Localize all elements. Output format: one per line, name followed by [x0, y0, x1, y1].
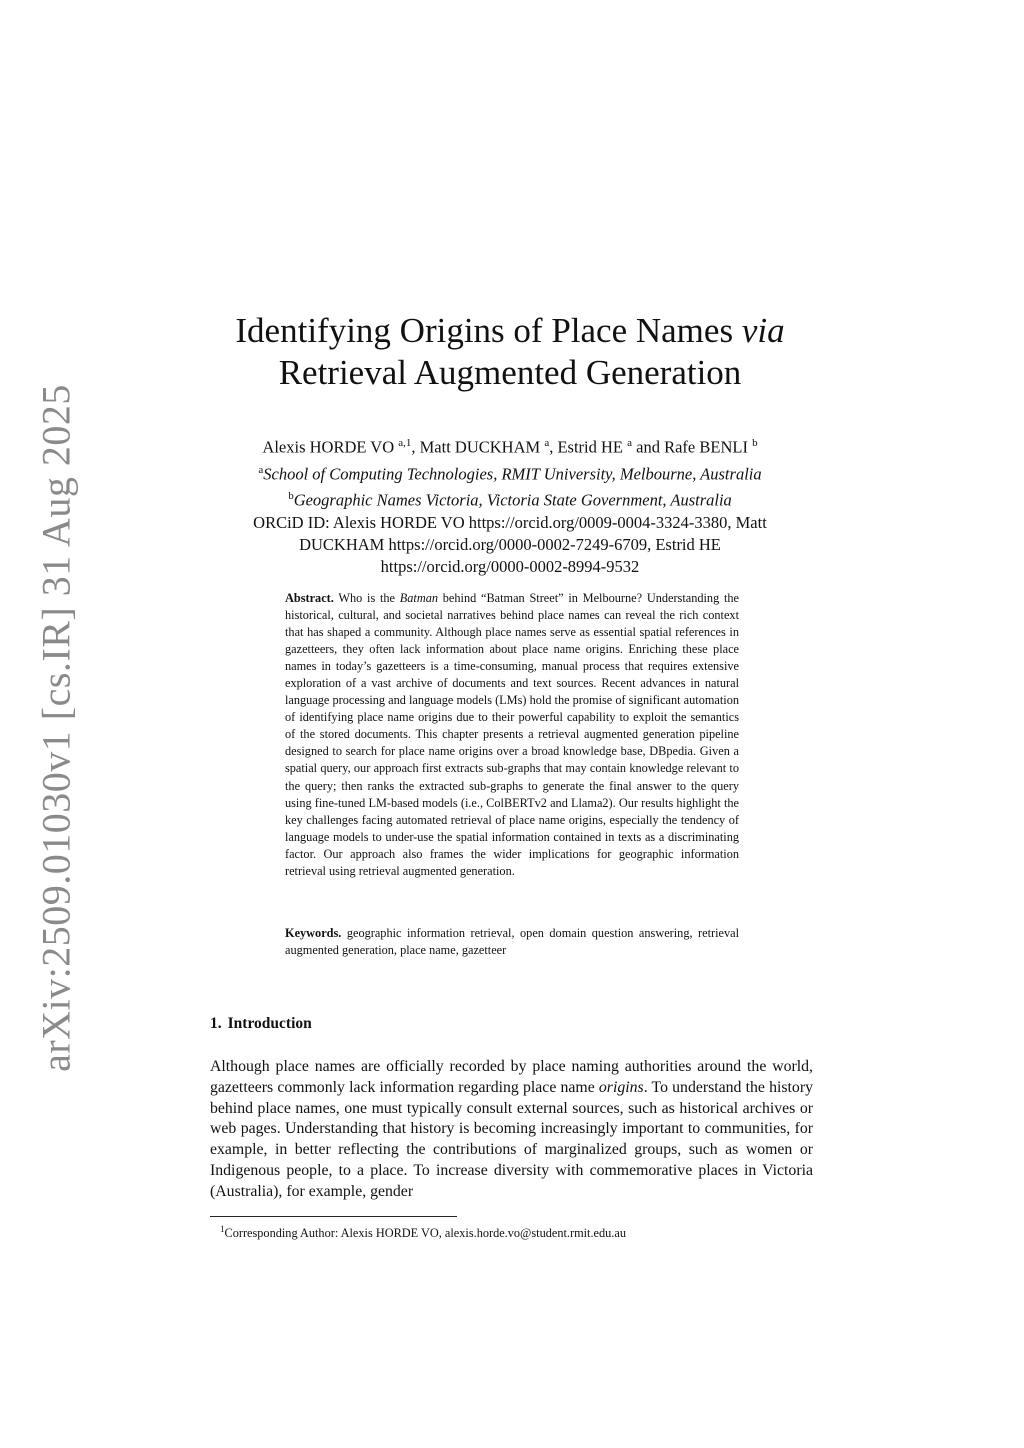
- author-affil-mark: a: [627, 437, 633, 449]
- footnote-mark: 1: [220, 1224, 225, 1234]
- keywords-label: Keywords.: [285, 926, 342, 940]
- author-name: Matt DUCKHAM: [419, 437, 541, 457]
- title-line2: Retrieval Augmented Generation: [278, 353, 742, 392]
- author-block: [150, 432, 870, 578]
- author-affil-mark: a,1: [398, 437, 412, 449]
- section-number: 1.: [210, 1015, 222, 1032]
- author-affil-mark: b: [752, 437, 758, 449]
- author-affil-mark: a: [544, 437, 550, 449]
- affiliation-a: $^a$School of Computing Technologies, RMIT University, Melbourne, Australia: [258, 463, 762, 483]
- author-list: Alexis HORDE VO $^{a,1}$, Matt DUCKHAM $^a$, Estrid HE $^a$ and Rafe BENLI $^b$: [262, 437, 758, 457]
- arxiv-identifier-stamp: arXiv:2509.01030v1 [cs.IR] 31 Aug 2025: [33, 384, 79, 1072]
- keywords: Keywords. geographic information retrieval, open domain question answering, retrieval augmented generation, place name, gazetteer: [285, 926, 739, 958]
- footnote: [220, 1221, 626, 1241]
- section-title: Introduction: [227, 1015, 312, 1032]
- paper-title: [150, 310, 870, 394]
- introduction-paragraph: Although place names are officially recorded by place naming authorities around the world, gazetteers commonly lack information regarding place name origins. To understand the history behind place names, one must typically consult external sources, such as historical archives or web pages. Understanding that history is becoming increasingly important to communities, for example, in better reflecting the contributions of marginalized groups, such as women or Indigenous people, to a place. To increase diversity with commemorative places in Victoria (Australia), for example, gender: [210, 1058, 813, 1200]
- footnote-text: Corresponding Author: Alexis HORDE VO, alexis.horde.vo@student.rmit.edu.au: [224, 1226, 626, 1241]
- orcid-line: https://orcid.org/0000-0002-8994-9532: [380, 556, 640, 576]
- title-line1-main: Identifying Origins of Place Names: [235, 311, 742, 350]
- orcid-line: ORCiD ID: Alexis HORDE VO https://orcid.org/0009-0004-3324-3380, Matt: [253, 512, 767, 532]
- abstract-label: Abstract.: [285, 591, 334, 605]
- orcid-line: DUCKHAM https://orcid.org/0000-0002-7249-6709, Estrid HE: [299, 534, 721, 554]
- affiliation-b: $^b$Geographic Names Victoria, Victoria State Government, Australia: [288, 490, 732, 510]
- intro-italic-term: origins: [598, 1078, 644, 1096]
- footnote-divider: [210, 1216, 457, 1217]
- title-line1-italic: via: [741, 311, 785, 350]
- section-heading-introduction: [210, 1015, 312, 1033]
- abstract: Abstract. Who is the Batman behind “Batman Street” in Melbourne? Understanding the historical, cultural, and societal narratives behind place names can reveal the rich context that has shaped a community. Although place names serve as essential spatial references in gazetteers, they often lack information about place name origins. Enriching these place names in today’s gazetteers is a time-consuming, manual process that requires extensive exploration of a vast archive of documents and text sources. Recent advances in natural language processing and language models (LMs) hold the promise of significant automation of identifying place name origins due to their powerful capability to exploit the semantics of the stored documents. This chapter presents a retrieval augmented generation pipeline designed to search for place name origins over a broad knowledge base, DBpedia. Given a spatial query, our approach first extracts sub-graphs that may contain knowledge relevant to the query; then ranks the extracted sub-graphs to generate the final answer to the query using fine-tuned LM-based models (i.e., ColBERTv2 and Llama2). Our results highlight the key challenges facing automated retrieval of place name origins, especially the tendency of language models to under-use the spatial information contained in texts as a discriminating factor. Our approach also frames the wider implications for geographic information retrieval using retrieval augmented generation.: [285, 591, 739, 878]
- author-name: Rafe BENLI: [664, 437, 748, 457]
- abstract-italic-term: Batman: [399, 591, 439, 605]
- author-name: Estrid HE: [557, 437, 623, 457]
- author-name: Alexis HORDE VO: [262, 437, 395, 457]
